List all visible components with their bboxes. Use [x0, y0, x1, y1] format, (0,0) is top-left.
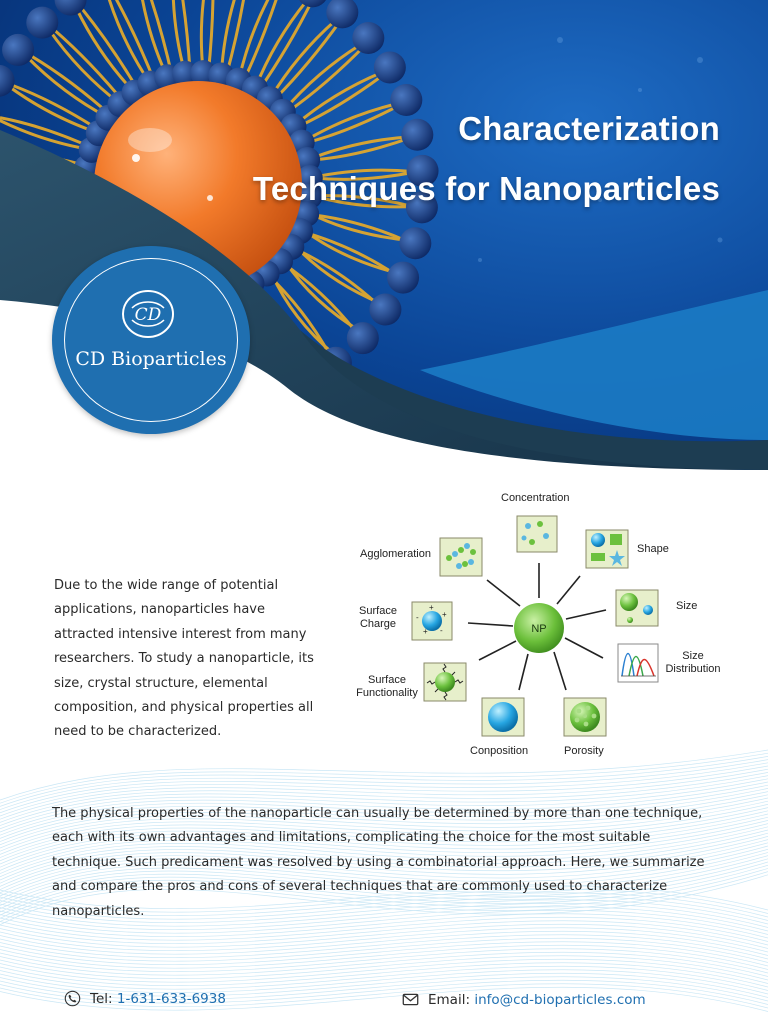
hero-banner — [0, 0, 768, 480]
agglomeration-box — [440, 538, 482, 576]
body-paragraph: The physical properties of the nanoparticle can usually be determined by more than one technique, each with its own advantages and limitations, complicating the choice for the most suitable technique. Such predicament was resolved by using a combinatorial approach. Here, we summarize and compare the pros and cons of several techniques that are commonly used to characterize nanoparticles. — [52, 806, 705, 919]
svg-text:+: + — [442, 610, 447, 619]
lipid-head — [399, 227, 431, 259]
logo-monogram-text: CD — [134, 305, 162, 325]
surface-charge-box — [412, 602, 452, 640]
label-porosity: Porosity — [564, 745, 604, 757]
label-agglomeration: Agglomeration — [360, 548, 431, 560]
lipid-head — [347, 322, 379, 354]
lipid-head — [401, 119, 433, 151]
phone-label: Tel: — [90, 990, 113, 1007]
lipid-head — [26, 7, 58, 39]
label-surface-functionality-line2: Functionality — [356, 687, 418, 699]
company-logo — [52, 246, 250, 434]
label-composition: Conposition — [470, 745, 529, 757]
surface-functionality-box — [424, 663, 466, 701]
lipid-head — [374, 51, 406, 83]
email-link[interactable]: info@cd-bioparticles.com — [474, 991, 646, 1008]
size-distribution-box — [618, 644, 658, 682]
characterization-diagram — [348, 486, 738, 768]
label-surface-functionality — [350, 674, 424, 700]
lipid-head — [390, 84, 422, 116]
lipid-head — [387, 262, 419, 294]
mail-icon — [402, 991, 419, 1008]
label-size-distribution-line2: Distribution — [665, 663, 721, 675]
size-box — [616, 590, 658, 626]
phone-icon — [64, 990, 81, 1007]
label-surface-charge-line2: Charge — [359, 618, 397, 630]
contact-email — [402, 991, 646, 1008]
label-size-distribution — [662, 650, 724, 676]
label-shape: Shape — [637, 543, 669, 555]
label-concentration: Concentration — [501, 492, 570, 504]
phone-link[interactable]: 1-631-633-6938 — [116, 990, 226, 1007]
svg-text:-: - — [440, 626, 443, 635]
svg-text:+: + — [429, 603, 434, 612]
lipid-head — [2, 34, 34, 66]
label-size-distribution-line1: Size — [682, 650, 704, 662]
intro-paragraph: Due to the wide range of potential applications, nanoparticles have attracted intensive interest from many researchers. To study a nanoparticle, its size, crystal structure, elemental composition, and physical properties all need to be characterized. — [54, 578, 314, 740]
page-title-line1: Characterization — [458, 110, 720, 147]
composition-box — [482, 698, 524, 736]
email-label: Email: — [428, 991, 471, 1008]
logo-ring — [64, 258, 238, 422]
brand-name: CD Bioparticles — [75, 348, 227, 370]
svg-text:-: - — [416, 613, 419, 622]
label-surface-functionality-line1: Surface — [368, 674, 406, 686]
shape-box — [586, 530, 628, 568]
label-size: Size — [676, 600, 698, 612]
contact-phone — [64, 990, 226, 1007]
concentration-box — [517, 516, 557, 552]
lipid-head — [352, 22, 384, 54]
label-surface-charge — [350, 605, 406, 631]
porosity-box — [564, 698, 606, 736]
lipid-head — [369, 294, 401, 326]
svg-text:+: + — [423, 627, 428, 636]
label-surface-charge-line1: Surface — [359, 605, 397, 617]
cd-monogram-icon — [120, 288, 176, 340]
page-title-line2: Techniques for Nanoparticles — [252, 170, 720, 207]
np-center-label: NP — [531, 623, 547, 635]
